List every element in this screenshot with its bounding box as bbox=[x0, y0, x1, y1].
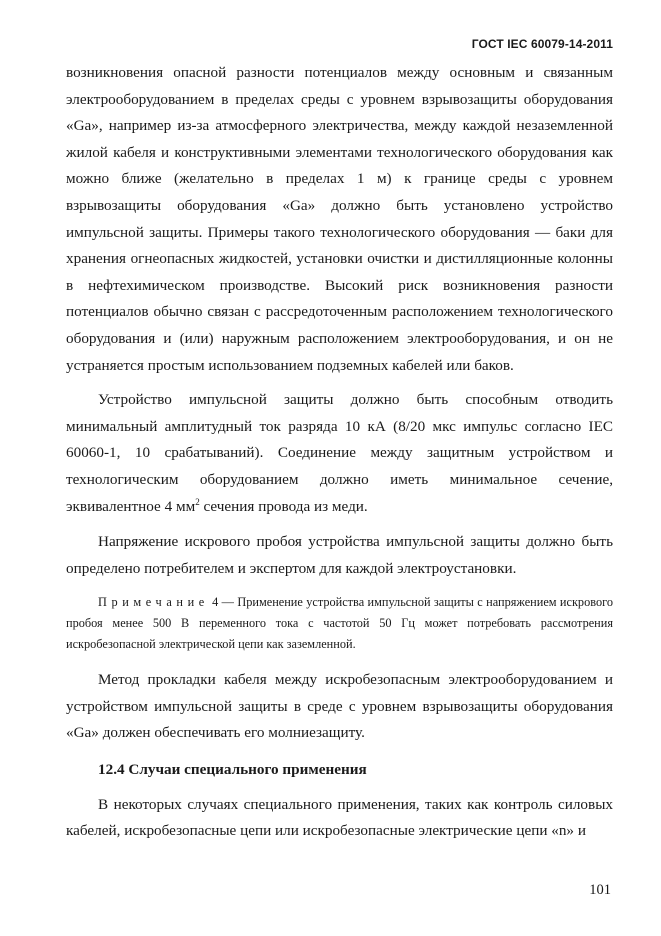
paragraph-surge-device-text: Устройство импульсной защиты должно быть способным отводить минимальный амплитудный ток разряда 10 кА (8/20 мкс импульс согласно IEC 60060-1, 10 срабатываний). Соединение между защитным устройством и технологическим оборудованием должно иметь минимальное сечение, эквивалентное 4 мм bbox=[66, 391, 613, 515]
page-number: 101 bbox=[589, 882, 611, 898]
paragraph-surge-device-tail: сечения провода из меди. bbox=[199, 497, 368, 515]
section-heading-12-4: 12.4 Случаи специального применения bbox=[98, 761, 367, 779]
paragraph-breakdown-voltage: Напряжение искрового пробоя устройства импульсной защиты должно быть определено потребителем и экспертом для каждой электроустановки. bbox=[66, 533, 613, 577]
paragraph-cable-routing: Метод прокладки кабеля между искробезопасным электрооборудованием и устройством импульсной защиты в среде с уровнем взрывозащиты оборудования «Ga» должен обеспечивать его молниезащиту. bbox=[66, 671, 613, 742]
note-label: Примечание bbox=[98, 595, 209, 610]
note-text: Применение устройства импульсной защиты с напряжением искрового пробоя менее 500 В переменного тока с частотой 50 Гц может потребовать рассмотрения искробезопасной электрической цепи как заземленной. bbox=[66, 595, 613, 652]
document-body bbox=[66, 60, 613, 845]
note-4 bbox=[66, 592, 613, 655]
paragraph-surge-device-requirements bbox=[66, 387, 613, 520]
standard-header: ГОСТ IEC 60079-14-2011 bbox=[471, 37, 613, 51]
paragraph-lightning-protection: возникновения опасной разности потенциалов между основным и связанным электрооборудованием в пределах среды с уровнем взрывозащиты оборудования «Ga», например из-за атмосферного электричества, между каждой незаземленной жилой кабеля и конструктивными элементами технологического оборудования как можно ближе (желательно в пределах 1 м) к границе среды с уровнем взрывозащиты оборудования «Ga» должно быть установлено устройство импульсной защиты. Примеры такого технологического оборудования — баки для хранения огнеопасных жидкостей, установки очистки и дистилляционные колонны в нефтехимическом производстве. Высокий риск возникновения разности потенциалов обычно связан с рассредоточенным расположением технологического оборудования и (или) наружным расположением электрооборудования, и он не устраняется простым использованием подземных кабелей или баков. bbox=[66, 64, 613, 374]
note-number: 4 — bbox=[208, 595, 238, 610]
paragraph-special-applications: В некоторых случаях специального применения, таких как контроль силовых кабелей, искробезопасные цепи или искробезопасные электрические цепи «n» и bbox=[66, 795, 613, 840]
superscript-square: 2 bbox=[195, 496, 200, 507]
